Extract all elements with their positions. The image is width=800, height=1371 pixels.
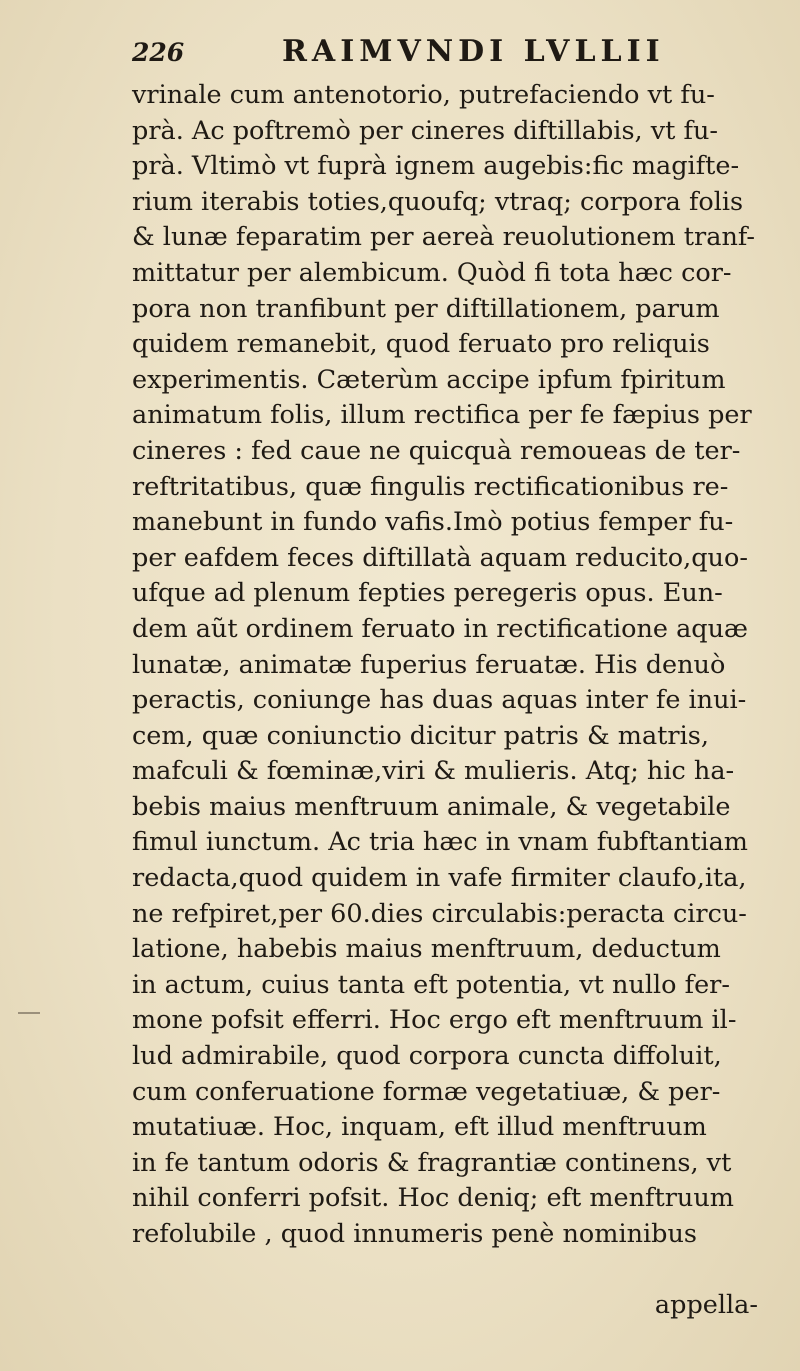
text-line: peractis, coniunge has duas aquas inter fe inui- [132, 685, 747, 716]
text-block [132, 78, 794, 1253]
text-line: ufque ad plenum fepties peregeris opus. Eun- [132, 578, 723, 609]
text-line: prà. Vltimò vt fuprà ignem augebis:fic magifte- [132, 151, 740, 182]
text-line: manebunt in fundo vafis.Imò potius femper fu- [132, 507, 734, 538]
text-line: rium iterabis toties,quoufq; vtraq; corpora folis [132, 186, 744, 217]
text-line: cum conferuatione formæ vegetatiuæ, & per- [132, 1076, 721, 1107]
text-line: experimentis. Cæterùm accipe ipfum fpiritum [132, 364, 726, 395]
text-line: per eafdem feces diftillatà aquam reducito,quo- [132, 542, 748, 573]
text-line: mittatur per alembicum. Quòd fi tota hæc cor- [132, 257, 732, 288]
text-line: ne refpiret,per 60.dies circulabis:peracta circu- [132, 898, 747, 929]
text-line: lunatæ, animatæ fuperius feruatæ. His denuò [132, 649, 726, 680]
text-line: redacta,quod quidem in vafe firmiter claufo,ita, [132, 863, 747, 894]
text-line: latione, habebis maius menftruum, deductum [132, 934, 721, 965]
text-line: nihil conferri pofsit. Hoc deniq; eft menftruum [132, 1183, 734, 1214]
text-line: pora non tranfibunt per diftillationem, parum [132, 293, 720, 324]
text-line: & lunæ feparatim per aereà reuolutionem tranf- [132, 222, 756, 253]
text-line: dem aũt ordinem feruato in rectificatione aquæ [132, 613, 748, 644]
text-line: lud admirabile, quod corpora cuncta diffoluit, [132, 1041, 722, 1072]
text-line: bebis maius menftruum animale, & vegetabile [132, 791, 731, 822]
text-line: refolubile , quod innumeris penè nominibus [132, 1219, 698, 1249]
page-header [132, 34, 692, 78]
text-line: prà. Ac poftremò per cineres diftillabis, vt fu- [132, 115, 718, 146]
text-line: quidem remanebit, quod feruato pro reliquis [132, 329, 710, 360]
text-line: in actum, cuius tanta eft potentia, vt nullo fer- [132, 969, 730, 1000]
text-line: fimul iunctum. Ac tria hæc in vnam fubftantiam [132, 827, 748, 858]
text-line: animatum folis, illum rectifica per fe fæpius per [132, 400, 752, 431]
page-number: 226 [132, 38, 185, 67]
text-line: mutatiuæ. Hoc, inquam, eft illud menftruum [132, 1112, 707, 1143]
text-line: reftritatibus, quæ fingulis rectificationibus re- [132, 471, 729, 502]
margin-mark [18, 1012, 40, 1014]
text-line: in fe tantum odoris & fragrantiæ continens, vt [132, 1147, 732, 1178]
text-line: mafculi & fœminæ,viri & mulieris. Atq; hic ha- [132, 756, 735, 787]
text-line: mone pofsit efferri. Hoc ergo eft menftruum il- [132, 1005, 737, 1036]
text-line: vrinale cum antenotorio, putrefaciendo vt fu- [132, 80, 715, 110]
text-line: cineres : fed caue ne quicquà remoueas de ter- [132, 435, 741, 466]
text-line: cem, quæ coniunctio dicitur patris & matris, [132, 720, 709, 751]
running-head: RAIMVNDI LVLLII [282, 34, 665, 69]
catchword: appella- [654, 1290, 758, 1320]
